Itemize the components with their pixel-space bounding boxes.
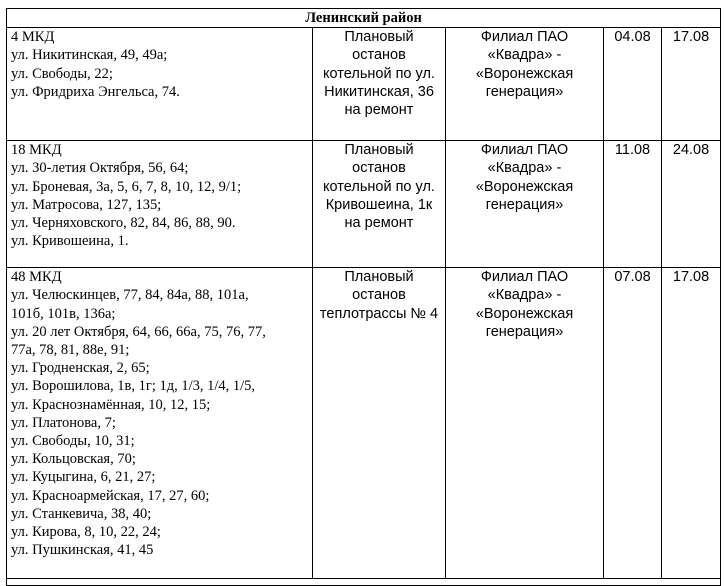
- address-line: ул. Краснознамённая, 10, 12, 15;: [11, 396, 211, 413]
- address-line: ул. Черняховского, 82, 84, 86, 88, 90.: [11, 215, 236, 232]
- house-count: 18 МКД: [11, 142, 62, 159]
- organization-cell: Филиал ПАО «Квадра» - «Воронежская генерация»: [446, 28, 604, 141]
- next-row-edge: [7, 579, 721, 586]
- reason-cell: Плановый останов котельной по ул. Кривошеина, 1к на ремонт: [313, 141, 446, 268]
- address-line: 77а, 78, 81, 88е, 91;: [11, 342, 130, 359]
- district-name: Ленинский район: [7, 9, 721, 28]
- district-header-row: [7, 9, 721, 28]
- table-row: [7, 141, 721, 268]
- address-line: ул. Куцыгина, 6, 21, 27;: [11, 469, 156, 486]
- address-line: ул. Броневая, 3а, 5, 6, 7, 8, 10, 12, 9/1;: [11, 178, 242, 195]
- house-count: 4 МКД: [11, 29, 55, 46]
- houses-cell: [7, 28, 313, 141]
- table-row: [7, 28, 721, 141]
- houses-cell: [7, 268, 313, 579]
- address-line: ул. Ворошилова, 1в, 1г; 1д, 1/3, 1/4, 1/5,: [11, 378, 256, 395]
- address-line: 101б, 101в, 136а;: [11, 305, 116, 322]
- start-date-cell: 11.08: [604, 141, 662, 268]
- start-date-cell: 04.08: [604, 28, 662, 141]
- address-line: ул. Челюскинцев, 77, 84, 84а, 88, 101а,: [11, 287, 249, 304]
- address-line: ул. Платонова, 7;: [11, 414, 116, 431]
- houses-cell: [7, 141, 313, 268]
- address-line: ул. Гродненская, 2, 65;: [11, 360, 150, 377]
- house-count: 48 МКД: [11, 269, 62, 286]
- address-line: ул. Станкевича, 38, 40;: [11, 505, 152, 522]
- address-line: ул. Свободы, 22;: [11, 65, 113, 82]
- next-row-cell: [7, 579, 721, 586]
- address-line: ул. Кирова, 8, 10, 22, 24;: [11, 524, 161, 541]
- end-date-cell: 24.08: [662, 141, 721, 268]
- organization-cell: Филиал ПАО «Квадра» - «Воронежская генерация»: [446, 268, 604, 579]
- outage-schedule-table: [6, 8, 721, 586]
- address-line: ул. Пушкинская, 41, 45: [11, 542, 154, 559]
- address-line: ул. Матросова, 127, 135;: [11, 196, 162, 213]
- reason-cell: Плановый останов теплотрассы № 4: [313, 268, 446, 579]
- address-line: ул. Фридриха Энгельса, 74.: [11, 83, 180, 100]
- organization-cell: Филиал ПАО «Квадра» - «Воронежская генерация»: [446, 141, 604, 268]
- end-date-cell: 17.08: [662, 268, 721, 579]
- address-line: ул. Красноармейская, 17, 27, 60;: [11, 487, 210, 504]
- table-row: [7, 268, 721, 579]
- address-line: ул. Свободы, 10, 31;: [11, 433, 135, 450]
- end-date-cell: 17.08: [662, 28, 721, 141]
- address-line: ул. Кольцовская, 70;: [11, 451, 136, 468]
- reason-cell: Плановый останов котельной по ул. Никитинская, 36 на ремонт: [313, 28, 446, 141]
- address-line: ул. 20 лет Октября, 64, 66, 66а, 75, 76, 77,: [11, 323, 266, 340]
- address-line: ул. Никитинская, 49, 49а;: [11, 47, 168, 64]
- address-line: ул. Кривошеина, 1.: [11, 233, 129, 250]
- start-date-cell: 07.08: [604, 268, 662, 579]
- address-line: ул. 30-летия Октября, 56, 64;: [11, 160, 189, 177]
